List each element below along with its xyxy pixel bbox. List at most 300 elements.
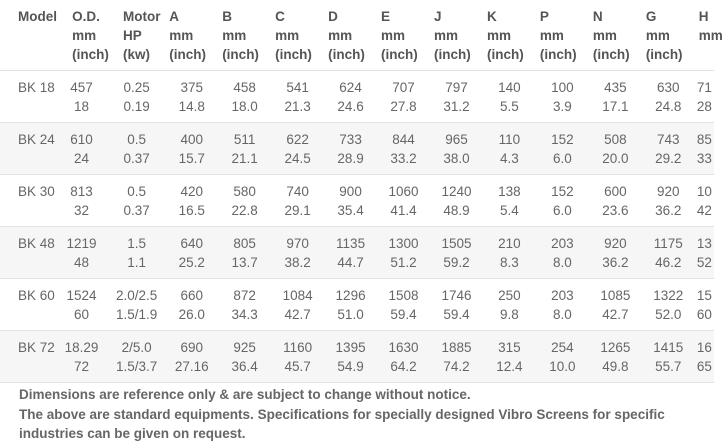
table-row <box>0 227 714 279</box>
primary-value: 1160 <box>283 340 313 355</box>
secondary-value: 8.3 <box>500 255 519 270</box>
primary-value: 660 <box>180 288 203 303</box>
secondary-value: 45.7 <box>284 359 311 374</box>
secondary-value: 44.7 <box>337 255 364 270</box>
value-cell <box>483 175 536 227</box>
secondary-value: 59.4 <box>390 307 417 322</box>
secondary-value: 26.0 <box>178 307 205 322</box>
secondary-value: 24.8 <box>655 99 682 114</box>
value-cell <box>165 279 218 331</box>
secondary-value: 42.7 <box>602 307 629 322</box>
value-cell <box>589 331 642 383</box>
secondary-value: 6.0 <box>552 151 572 166</box>
value-cell <box>377 331 430 383</box>
primary-value: 1296 <box>335 288 366 303</box>
secondary-value: 31.2 <box>443 99 470 114</box>
primary-value: 457 <box>70 80 93 95</box>
primary-value: 203 <box>551 236 574 251</box>
header-line: N <box>592 9 603 24</box>
primary-value: 813 <box>70 184 93 199</box>
value-cell <box>55 279 108 331</box>
primary-value: 970 <box>286 236 309 251</box>
value-cell <box>324 331 377 383</box>
secondary-value: 12.4 <box>496 359 523 374</box>
primary-value: 600 <box>604 184 627 199</box>
secondary-value: 41.4 <box>390 203 417 218</box>
primary-value: 138 <box>498 184 521 199</box>
value-cell <box>108 227 165 279</box>
table-row <box>0 279 714 331</box>
column-header <box>695 0 723 71</box>
value-cell <box>483 331 536 383</box>
primary-value: 435 <box>604 80 627 95</box>
header-line: (inch) <box>592 47 630 62</box>
secondary-value: 28.9 <box>337 151 364 166</box>
secondary-value: 42 <box>696 203 712 218</box>
primary-value: 375 <box>180 80 203 95</box>
primary-value: 1885 <box>441 340 472 355</box>
table-row <box>0 331 714 383</box>
column-header <box>55 0 108 71</box>
value-cell <box>430 279 483 331</box>
primary-value: 1060 <box>388 184 419 199</box>
value-cell <box>430 227 483 279</box>
value-cell <box>108 175 165 227</box>
value-cell <box>430 123 483 175</box>
secondary-value: 10.0 <box>549 359 576 374</box>
value-cell <box>483 123 536 175</box>
primary-value: 920 <box>657 184 680 199</box>
primary-value: 1135 <box>336 236 366 251</box>
model-cell: BK 18 <box>0 71 55 123</box>
value-cell <box>271 279 324 331</box>
primary-value: 100 <box>551 80 574 95</box>
primary-value: 965 <box>445 132 468 147</box>
header-line: (inch) <box>645 47 683 62</box>
header-line: D <box>328 9 338 24</box>
header-row <box>0 0 714 71</box>
secondary-value: 29.1 <box>284 203 311 218</box>
primary-value: 15 <box>696 288 712 303</box>
secondary-value: 25.2 <box>178 255 205 270</box>
value-cell <box>165 227 218 279</box>
value-cell <box>536 227 589 279</box>
value-cell <box>218 71 271 123</box>
header-line: (inch) <box>434 47 471 62</box>
header-line: O.D. <box>72 9 100 24</box>
primary-value: 85 <box>696 132 712 147</box>
secondary-value: 5.5 <box>500 99 519 114</box>
value-cell <box>271 175 324 227</box>
value-cell <box>55 71 108 123</box>
column-header <box>642 0 695 71</box>
header-line: J <box>434 9 442 24</box>
header-line: Model <box>18 9 57 24</box>
footnotes <box>19 385 689 444</box>
value-cell <box>536 71 589 123</box>
value-cell <box>271 123 324 175</box>
value-cell <box>642 331 695 383</box>
value-cell <box>165 123 218 175</box>
secondary-value: 32 <box>74 203 90 218</box>
value-cell <box>271 227 324 279</box>
value-cell <box>377 175 430 227</box>
model-cell: BK 24 <box>0 123 55 175</box>
secondary-value: 65 <box>696 359 712 374</box>
secondary-value: 1.5/1.9 <box>115 307 158 322</box>
secondary-value: 18.0 <box>231 99 258 114</box>
primary-value: 690 <box>180 340 203 355</box>
header-line: (inch) <box>169 47 206 62</box>
secondary-value: 18 <box>74 99 90 114</box>
header-line: mm <box>592 28 617 43</box>
primary-value: 1240 <box>441 184 472 199</box>
value-cell <box>165 331 218 383</box>
value-cell <box>642 175 695 227</box>
header-line: (inch) <box>381 47 418 62</box>
secondary-value: 17.1 <box>602 99 629 114</box>
primary-value: 844 <box>392 132 415 147</box>
header-line: E <box>381 9 391 24</box>
value-cell <box>324 71 377 123</box>
value-cell <box>377 71 430 123</box>
primary-value: 2.0/2.5 <box>115 288 158 303</box>
header-line: (inch) <box>275 47 312 62</box>
column-header <box>324 0 377 71</box>
value-cell <box>695 227 714 279</box>
primary-value: 541 <box>286 80 309 95</box>
value-cell <box>695 123 714 175</box>
secondary-value: 33 <box>696 151 712 166</box>
primary-value: 152 <box>551 132 574 147</box>
column-header <box>589 0 642 71</box>
value-cell <box>108 279 165 331</box>
header-line: mm <box>539 28 564 43</box>
secondary-value: 0.37 <box>123 151 150 166</box>
secondary-value: 38.0 <box>443 151 470 166</box>
column-header <box>165 0 218 71</box>
value-cell <box>377 123 430 175</box>
header-line: (inch) <box>539 47 577 62</box>
table-body <box>0 71 714 383</box>
primary-value: 1508 <box>388 288 419 303</box>
column-header <box>483 0 536 71</box>
footnote-specifications: The above are standard equipments. Specifications for specially designed Vibro Screens for specific industries can be given on request. <box>19 406 665 441</box>
primary-value: 16 <box>696 340 712 355</box>
secondary-value: 27.16 <box>174 359 209 374</box>
value-cell <box>218 123 271 175</box>
secondary-value: 51.0 <box>337 307 364 322</box>
secondary-value: 48.9 <box>443 203 470 218</box>
table-row <box>0 123 714 175</box>
secondary-value: 38.2 <box>284 255 311 270</box>
primary-value: 925 <box>233 340 256 355</box>
column-header <box>430 0 483 71</box>
value-cell <box>642 279 695 331</box>
header-line: (inch) <box>328 47 365 62</box>
footnote-disclaimer: Dimensions are reference only & are subject to change without notice. <box>19 387 471 402</box>
primary-value: 624 <box>339 80 362 95</box>
value-cell <box>271 331 324 383</box>
header-line: H <box>698 9 709 24</box>
secondary-value: 34.3 <box>231 307 258 322</box>
secondary-value: 42.7 <box>284 307 311 322</box>
header-line: (inch) <box>72 47 109 62</box>
secondary-value: 1.1 <box>127 255 147 270</box>
secondary-value: 24.5 <box>284 151 311 166</box>
model-cell: BK 60 <box>0 279 55 331</box>
model-cell: BK 72 <box>0 331 55 383</box>
primary-value: 920 <box>604 236 627 251</box>
primary-value: 622 <box>286 132 309 147</box>
value-cell <box>483 227 536 279</box>
value-cell <box>642 123 695 175</box>
header-line: HP <box>123 28 142 43</box>
primary-value: 1524 <box>66 288 97 303</box>
secondary-value: 16.5 <box>178 203 205 218</box>
secondary-value: 36.2 <box>655 203 682 218</box>
value-cell <box>536 175 589 227</box>
header-line: A <box>169 9 179 24</box>
secondary-value: 5.4 <box>500 203 519 218</box>
secondary-value: 74.2 <box>443 359 470 374</box>
header-line: P <box>539 9 549 24</box>
secondary-value: 59.2 <box>443 255 470 270</box>
header-line: Motor <box>123 9 161 24</box>
primary-value: 10 <box>696 184 712 199</box>
secondary-value: 55.7 <box>655 359 682 374</box>
header-line: C <box>275 9 285 24</box>
value-cell <box>377 279 430 331</box>
header-line: mm <box>72 28 97 43</box>
secondary-value: 35.4 <box>337 203 364 218</box>
secondary-value: 22.8 <box>231 203 258 218</box>
value-cell <box>589 123 642 175</box>
secondary-value: 20.0 <box>602 151 629 166</box>
value-cell <box>218 175 271 227</box>
value-cell <box>589 175 642 227</box>
secondary-value: 14.8 <box>178 99 205 114</box>
secondary-value: 60 <box>74 307 90 322</box>
primary-value: 733 <box>339 132 362 147</box>
value-cell <box>377 227 430 279</box>
secondary-value: 51.2 <box>390 255 417 270</box>
secondary-value: 21.1 <box>231 151 258 166</box>
header-line: K <box>486 9 497 24</box>
secondary-value: 48 <box>74 255 90 270</box>
table-row <box>0 175 714 227</box>
secondary-value: 54.9 <box>337 359 364 374</box>
primary-value: 580 <box>233 184 256 199</box>
value-cell <box>695 331 714 383</box>
value-cell <box>483 279 536 331</box>
primary-value: 797 <box>445 80 468 95</box>
primary-value: 315 <box>498 340 521 355</box>
value-cell <box>430 71 483 123</box>
value-cell <box>536 279 589 331</box>
primary-value: 1746 <box>441 288 472 303</box>
header-line: mm <box>698 28 723 43</box>
secondary-value: 28 <box>696 99 712 114</box>
column-header <box>536 0 589 71</box>
secondary-value: 72 <box>74 359 90 374</box>
primary-value: 400 <box>180 132 203 147</box>
secondary-value: 8.0 <box>552 307 572 322</box>
secondary-value: 15.7 <box>178 151 205 166</box>
primary-value: 1265 <box>600 340 631 355</box>
value-cell <box>642 71 695 123</box>
header-line: (inch) <box>486 47 524 62</box>
secondary-value: 64.2 <box>390 359 417 374</box>
secondary-value: 9.8 <box>500 307 519 322</box>
header-line: (inch) <box>222 47 259 62</box>
primary-value: 152 <box>551 184 574 199</box>
column-header <box>108 0 165 71</box>
value-cell <box>483 71 536 123</box>
model-cell: BK 30 <box>0 175 55 227</box>
primary-value: 900 <box>339 184 362 199</box>
column-header <box>0 0 55 71</box>
value-cell <box>589 71 642 123</box>
primary-value: 640 <box>180 236 203 251</box>
secondary-value: 13.7 <box>231 255 258 270</box>
value-cell <box>324 123 377 175</box>
primary-value: 630 <box>657 80 680 95</box>
value-cell <box>536 123 589 175</box>
value-cell <box>218 331 271 383</box>
column-header <box>218 0 271 71</box>
value-cell <box>324 227 377 279</box>
column-header <box>271 0 324 71</box>
value-cell <box>430 331 483 383</box>
value-cell <box>55 175 108 227</box>
secondary-value: 46.2 <box>655 255 682 270</box>
value-cell <box>695 71 714 123</box>
secondary-value: 49.8 <box>602 359 629 374</box>
value-cell <box>695 175 714 227</box>
secondary-value: 6.0 <box>552 203 572 218</box>
primary-value: 1.5 <box>127 236 147 251</box>
value-cell <box>642 227 695 279</box>
secondary-value: 59.4 <box>443 307 470 322</box>
secondary-value: 60 <box>696 307 712 322</box>
secondary-value: 24 <box>74 151 90 166</box>
value-cell <box>536 331 589 383</box>
header-line: mm <box>486 28 511 43</box>
secondary-value: 4.3 <box>500 151 519 166</box>
secondary-value: 3.9 <box>552 99 572 114</box>
value-cell <box>324 279 377 331</box>
value-cell <box>430 175 483 227</box>
primary-value: 1322 <box>653 288 684 303</box>
value-cell <box>55 227 108 279</box>
primary-value: 13 <box>696 236 712 251</box>
primary-value: 110 <box>498 132 521 147</box>
secondary-value: 23.6 <box>602 203 629 218</box>
secondary-value: 36.4 <box>231 359 258 374</box>
primary-value: 140 <box>498 80 521 95</box>
primary-value: 250 <box>498 288 521 303</box>
value-cell <box>589 279 642 331</box>
primary-value: 610 <box>70 132 93 147</box>
primary-value: 1300 <box>388 236 419 251</box>
header-line: (kw) <box>123 47 151 62</box>
value-cell <box>55 123 108 175</box>
secondary-value: 33.2 <box>390 151 417 166</box>
header-line: G <box>645 9 657 24</box>
primary-value: 1084 <box>282 288 313 303</box>
primary-value: 0.5 <box>127 132 147 147</box>
secondary-value: 0.37 <box>123 203 150 218</box>
header-line: mm <box>645 28 670 43</box>
header-line: B <box>222 9 232 24</box>
table-row <box>0 71 714 123</box>
primary-value: 420 <box>180 184 203 199</box>
primary-value: 0.25 <box>123 80 150 95</box>
value-cell <box>165 71 218 123</box>
value-cell <box>165 175 218 227</box>
primary-value: 71 <box>696 80 712 95</box>
primary-value: 2/5.0 <box>121 340 152 355</box>
table-header <box>0 0 723 71</box>
secondary-value: 8.0 <box>552 255 572 270</box>
secondary-value: 21.3 <box>284 99 311 114</box>
primary-value: 740 <box>286 184 309 199</box>
primary-value: 1505 <box>441 236 472 251</box>
header-line: mm <box>434 28 459 43</box>
primary-value: 872 <box>233 288 256 303</box>
secondary-value: 27.8 <box>390 99 417 114</box>
value-cell <box>55 331 108 383</box>
primary-value: 511 <box>233 132 256 147</box>
secondary-value: 0.19 <box>123 99 150 114</box>
header-line: mm <box>328 28 353 43</box>
secondary-value: 24.6 <box>337 99 364 114</box>
primary-value: 508 <box>604 132 627 147</box>
primary-value: 1175 <box>653 236 683 251</box>
primary-value: 203 <box>551 288 574 303</box>
column-header <box>377 0 430 71</box>
primary-value: 1085 <box>600 288 631 303</box>
secondary-value: 29.2 <box>655 151 682 166</box>
secondary-value: 52 <box>696 255 712 270</box>
primary-value: 0.5 <box>127 184 147 199</box>
header-line: mm <box>169 28 194 43</box>
primary-value: 1630 <box>388 340 419 355</box>
value-cell <box>108 123 165 175</box>
primary-value: 1395 <box>335 340 366 355</box>
primary-value: 1219 <box>66 236 97 251</box>
primary-value: 458 <box>233 80 256 95</box>
primary-value: 743 <box>657 132 680 147</box>
primary-value: 18.29 <box>64 340 99 355</box>
value-cell <box>218 279 271 331</box>
value-cell <box>695 279 714 331</box>
header-line: mm <box>222 28 247 43</box>
primary-value: 805 <box>233 236 256 251</box>
secondary-value: 52.0 <box>655 307 682 322</box>
model-cell: BK 48 <box>0 227 55 279</box>
secondary-value: 1.5/3.7 <box>115 359 158 374</box>
value-cell <box>218 227 271 279</box>
value-cell <box>271 71 324 123</box>
primary-value: 707 <box>392 80 415 95</box>
value-cell <box>589 227 642 279</box>
header-line: mm <box>275 28 300 43</box>
primary-value: 210 <box>498 236 521 251</box>
primary-value: 1415 <box>653 340 684 355</box>
secondary-value: 36.2 <box>602 255 629 270</box>
